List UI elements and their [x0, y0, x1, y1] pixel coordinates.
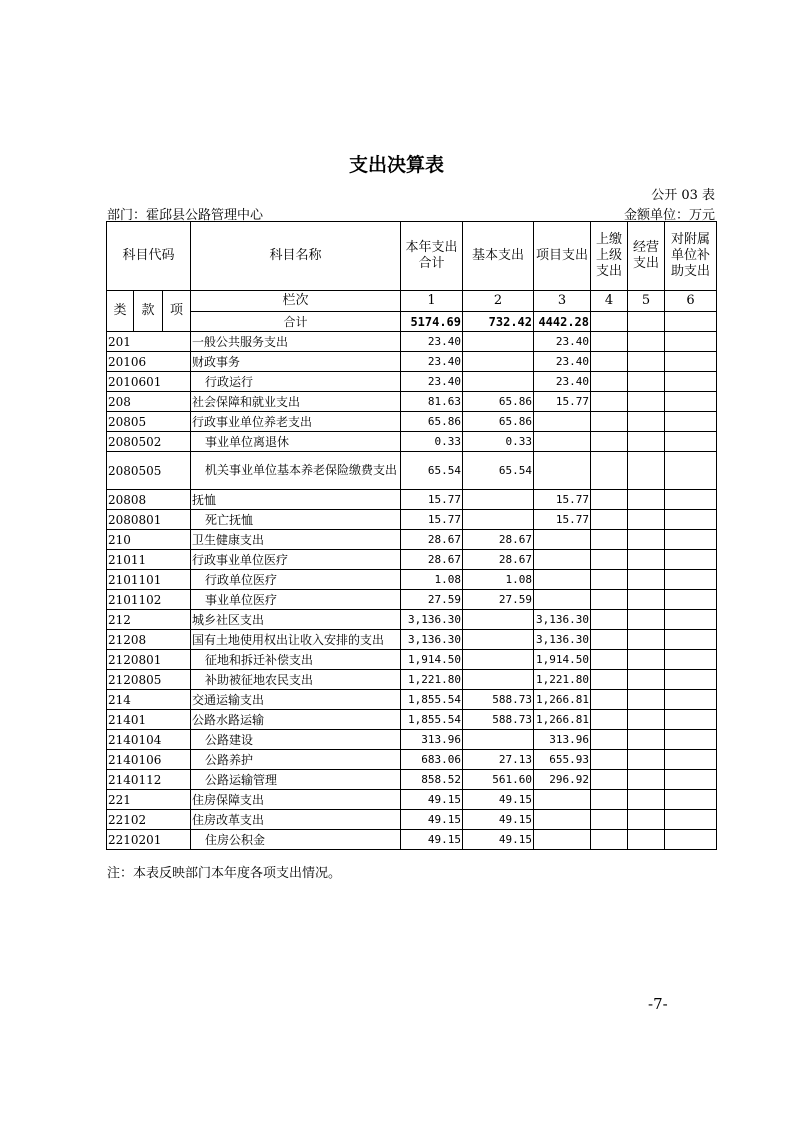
row-business	[628, 372, 665, 392]
row-code: 21208	[107, 630, 191, 650]
row-code: 2140104	[107, 730, 191, 750]
table-row	[107, 490, 717, 510]
row-business	[628, 570, 665, 590]
table-row	[107, 790, 717, 810]
row-name: 一般公共服务支出	[191, 332, 401, 352]
row-subsidy	[665, 352, 717, 372]
row-project	[534, 452, 591, 490]
row-name: 卫生健康支出	[191, 530, 401, 550]
row-code: 2210201	[107, 830, 191, 850]
row-total: 1,855.54	[401, 710, 463, 730]
table-row	[107, 550, 717, 570]
row-code: 2120801	[107, 650, 191, 670]
row-basic: 0.33	[463, 432, 534, 452]
row-name: 国有土地使用权出让收入安排的支出	[191, 630, 401, 650]
col-index-3: 3	[534, 291, 591, 312]
row-total: 858.52	[401, 770, 463, 790]
row-name: 行政单位医疗	[191, 570, 401, 590]
row-basic	[463, 352, 534, 372]
row-subsidy	[665, 452, 717, 490]
table-row	[107, 392, 717, 412]
row-basic	[463, 490, 534, 510]
row-business	[628, 790, 665, 810]
row-subsidy	[665, 830, 717, 850]
row-name: 公路养护	[191, 750, 401, 770]
row-business	[628, 530, 665, 550]
row-name: 财政事务	[191, 352, 401, 372]
row-basic: 27.13	[463, 750, 534, 770]
table-row	[107, 750, 717, 770]
form-number: 公开 03 表	[651, 188, 715, 203]
row-total: 15.77	[401, 510, 463, 530]
row-code: 21011	[107, 550, 191, 570]
page-number: -7-	[648, 995, 668, 1013]
row-name: 事业单位医疗	[191, 590, 401, 610]
row-upper	[591, 510, 628, 530]
row-project: 3,136.30	[534, 610, 591, 630]
table-row	[107, 510, 717, 530]
row-basic	[463, 372, 534, 392]
row-basic: 49.15	[463, 790, 534, 810]
page-title: 支出决算表	[348, 154, 444, 176]
row-code: 21401	[107, 710, 191, 730]
table-row	[107, 432, 717, 452]
header-code: 科目代码	[107, 222, 191, 291]
row-code: 2120805	[107, 670, 191, 690]
row-total: 28.67	[401, 550, 463, 570]
table-row	[107, 570, 717, 590]
row-subsidy	[665, 332, 717, 352]
row-code: 2080505	[107, 452, 191, 490]
table-row	[107, 710, 717, 730]
row-total: 49.15	[401, 830, 463, 850]
column-index-row	[107, 291, 717, 312]
row-business	[628, 610, 665, 630]
row-business	[628, 452, 665, 490]
table-body	[107, 332, 717, 850]
table-row	[107, 610, 717, 630]
row-upper	[591, 770, 628, 790]
row-project: 15.77	[534, 392, 591, 412]
row-project	[534, 570, 591, 590]
row-code: 221	[107, 790, 191, 810]
row-upper	[591, 630, 628, 650]
row-name: 征地和拆迁补偿支出	[191, 650, 401, 670]
row-subsidy	[665, 810, 717, 830]
row-basic: 561.60	[463, 770, 534, 790]
row-code: 210	[107, 530, 191, 550]
row-total: 65.54	[401, 452, 463, 490]
row-total: 23.40	[401, 372, 463, 392]
row-total: 15.77	[401, 490, 463, 510]
header-lanci: 栏次	[191, 291, 401, 312]
row-total: 683.06	[401, 750, 463, 770]
row-total: 1,914.50	[401, 650, 463, 670]
row-basic: 27.59	[463, 590, 534, 610]
table-row	[107, 452, 717, 490]
row-basic	[463, 510, 534, 530]
row-name: 补助被征地农民支出	[191, 670, 401, 690]
row-subsidy	[665, 770, 717, 790]
row-business	[628, 432, 665, 452]
row-code: 20805	[107, 412, 191, 432]
row-subsidy	[665, 730, 717, 750]
row-upper	[591, 710, 628, 730]
row-project: 23.40	[534, 352, 591, 372]
row-code: 2080801	[107, 510, 191, 530]
department-label: 部门：霍邱县公路管理中心	[107, 208, 264, 223]
row-subsidy	[665, 550, 717, 570]
row-project: 655.93	[534, 750, 591, 770]
row-name: 住房改革支出	[191, 810, 401, 830]
row-project	[534, 530, 591, 550]
row-basic: 588.73	[463, 690, 534, 710]
row-business	[628, 510, 665, 530]
row-name: 死亡抚恤	[191, 510, 401, 530]
row-code: 2101102	[107, 590, 191, 610]
table-row	[107, 590, 717, 610]
row-basic: 28.67	[463, 530, 534, 550]
row-total: 23.40	[401, 332, 463, 352]
table-row	[107, 770, 717, 790]
row-subsidy	[665, 690, 717, 710]
row-subsidy	[665, 530, 717, 550]
row-basic: 49.15	[463, 830, 534, 850]
row-business	[628, 830, 665, 850]
row-code: 2101101	[107, 570, 191, 590]
table-row	[107, 650, 717, 670]
row-upper	[591, 332, 628, 352]
row-upper	[591, 412, 628, 432]
header-subsidy: 对附属单位补助支出	[665, 222, 717, 291]
row-basic: 65.86	[463, 392, 534, 412]
row-code: 2140112	[107, 770, 191, 790]
row-basic	[463, 650, 534, 670]
row-total: 49.15	[401, 810, 463, 830]
row-upper	[591, 810, 628, 830]
header-project: 项目支出	[534, 222, 591, 291]
row-name: 行政事业单位医疗	[191, 550, 401, 570]
table-row	[107, 630, 717, 650]
row-code: 2080502	[107, 432, 191, 452]
col-index-2: 2	[463, 291, 534, 312]
row-subsidy	[665, 490, 717, 510]
row-total: 1,221.80	[401, 670, 463, 690]
row-upper	[591, 650, 628, 670]
row-upper	[591, 452, 628, 490]
total-basic: 732.42	[463, 312, 534, 332]
table-row	[107, 530, 717, 550]
row-basic	[463, 730, 534, 750]
row-project: 296.92	[534, 770, 591, 790]
header-name: 科目名称	[191, 222, 401, 291]
row-basic: 65.86	[463, 412, 534, 432]
row-project: 1,914.50	[534, 650, 591, 670]
row-name: 抚恤	[191, 490, 401, 510]
header-lei: 类	[107, 291, 134, 332]
row-business	[628, 810, 665, 830]
row-upper	[591, 690, 628, 710]
row-basic	[463, 332, 534, 352]
col-index-6: 6	[665, 291, 717, 312]
row-upper	[591, 432, 628, 452]
row-upper	[591, 750, 628, 770]
row-upper	[591, 392, 628, 412]
row-basic: 1.08	[463, 570, 534, 590]
row-code: 214	[107, 690, 191, 710]
row-business	[628, 392, 665, 412]
row-business	[628, 630, 665, 650]
row-subsidy	[665, 670, 717, 690]
row-upper	[591, 590, 628, 610]
row-upper	[591, 610, 628, 630]
row-name: 公路水路运输	[191, 710, 401, 730]
col-index-4: 4	[591, 291, 628, 312]
row-total: 313.96	[401, 730, 463, 750]
row-project: 23.40	[534, 332, 591, 352]
row-subsidy	[665, 372, 717, 392]
row-project: 1,221.80	[534, 670, 591, 690]
table-row	[107, 332, 717, 352]
row-business	[628, 690, 665, 710]
table-row	[107, 730, 717, 750]
row-upper	[591, 550, 628, 570]
row-basic	[463, 610, 534, 630]
amount-unit-label: 金额单位：万元	[623, 208, 715, 223]
row-name: 城乡社区支出	[191, 610, 401, 630]
table-row	[107, 670, 717, 690]
row-upper	[591, 352, 628, 372]
row-subsidy	[665, 510, 717, 530]
row-total: 1.08	[401, 570, 463, 590]
table-note: 注：本表反映部门本年度各项支出情况。	[107, 866, 342, 881]
row-basic: 588.73	[463, 710, 534, 730]
row-project: 3,136.30	[534, 630, 591, 650]
header-upper: 上缴上级支出	[591, 222, 628, 291]
row-business	[628, 550, 665, 570]
row-upper	[591, 570, 628, 590]
row-name: 行政事业单位养老支出	[191, 412, 401, 432]
row-basic: 28.67	[463, 550, 534, 570]
row-project	[534, 810, 591, 830]
header-row	[107, 222, 717, 291]
row-name: 事业单位离退休	[191, 432, 401, 452]
row-subsidy	[665, 412, 717, 432]
row-business	[628, 412, 665, 432]
expenditure-table	[106, 221, 717, 850]
row-upper	[591, 830, 628, 850]
row-total: 1,855.54	[401, 690, 463, 710]
row-subsidy	[665, 790, 717, 810]
row-subsidy	[665, 610, 717, 630]
header-total: 本年支出合计	[401, 222, 463, 291]
row-upper	[591, 372, 628, 392]
row-upper	[591, 730, 628, 750]
row-project: 15.77	[534, 490, 591, 510]
row-total: 3,136.30	[401, 610, 463, 630]
col-index-5: 5	[628, 291, 665, 312]
row-name: 行政运行	[191, 372, 401, 392]
row-business	[628, 670, 665, 690]
row-code: 20808	[107, 490, 191, 510]
row-name: 住房保障支出	[191, 790, 401, 810]
total-amount: 5174.69	[401, 312, 463, 332]
row-total: 0.33	[401, 432, 463, 452]
total-project: 4442.28	[534, 312, 591, 332]
row-name: 机关事业单位基本养老保险缴费支出	[191, 452, 401, 490]
row-project	[534, 590, 591, 610]
row-business	[628, 650, 665, 670]
row-business	[628, 490, 665, 510]
row-name: 公路运输管理	[191, 770, 401, 790]
total-label: 合计	[191, 312, 401, 332]
row-project	[534, 432, 591, 452]
row-subsidy	[665, 710, 717, 730]
row-total: 81.63	[401, 392, 463, 412]
row-project	[534, 830, 591, 850]
row-code: 208	[107, 392, 191, 412]
row-total: 3,136.30	[401, 630, 463, 650]
table-row	[107, 412, 717, 432]
row-subsidy	[665, 650, 717, 670]
row-basic	[463, 670, 534, 690]
header-business: 经营支出	[628, 222, 665, 291]
row-subsidy	[665, 590, 717, 610]
row-basic	[463, 630, 534, 650]
row-subsidy	[665, 392, 717, 412]
row-upper	[591, 670, 628, 690]
total-row	[107, 312, 717, 332]
row-total: 49.15	[401, 790, 463, 810]
table-row	[107, 830, 717, 850]
row-name: 住房公积金	[191, 830, 401, 850]
row-total: 65.86	[401, 412, 463, 432]
row-business	[628, 730, 665, 750]
row-project: 1,266.81	[534, 690, 591, 710]
row-project: 1,266.81	[534, 710, 591, 730]
row-total: 23.40	[401, 352, 463, 372]
row-business	[628, 770, 665, 790]
table-row	[107, 810, 717, 830]
row-business	[628, 750, 665, 770]
row-code: 2140106	[107, 750, 191, 770]
row-business	[628, 352, 665, 372]
row-code: 20106	[107, 352, 191, 372]
table-row	[107, 352, 717, 372]
row-basic: 49.15	[463, 810, 534, 830]
table-row	[107, 372, 717, 392]
row-project: 23.40	[534, 372, 591, 392]
row-name: 公路建设	[191, 730, 401, 750]
row-code: 22102	[107, 810, 191, 830]
row-code: 2010601	[107, 372, 191, 392]
row-code: 201	[107, 332, 191, 352]
row-project: 15.77	[534, 510, 591, 530]
row-total: 28.67	[401, 530, 463, 550]
row-upper	[591, 490, 628, 510]
row-subsidy	[665, 750, 717, 770]
row-business	[628, 710, 665, 730]
row-project	[534, 790, 591, 810]
row-name: 社会保障和就业支出	[191, 392, 401, 412]
row-subsidy	[665, 630, 717, 650]
row-code: 212	[107, 610, 191, 630]
row-business	[628, 332, 665, 352]
row-subsidy	[665, 570, 717, 590]
header-kuan: 款	[134, 291, 163, 332]
row-subsidy	[665, 432, 717, 452]
header-xiang: 项	[163, 291, 191, 332]
row-project	[534, 550, 591, 570]
row-project: 313.96	[534, 730, 591, 750]
header-basic: 基本支出	[463, 222, 534, 291]
row-name: 交通运输支出	[191, 690, 401, 710]
row-upper	[591, 530, 628, 550]
row-business	[628, 590, 665, 610]
row-total: 27.59	[401, 590, 463, 610]
row-project	[534, 412, 591, 432]
table-row	[107, 690, 717, 710]
col-index-1: 1	[401, 291, 463, 312]
row-upper	[591, 790, 628, 810]
row-basic: 65.54	[463, 452, 534, 490]
